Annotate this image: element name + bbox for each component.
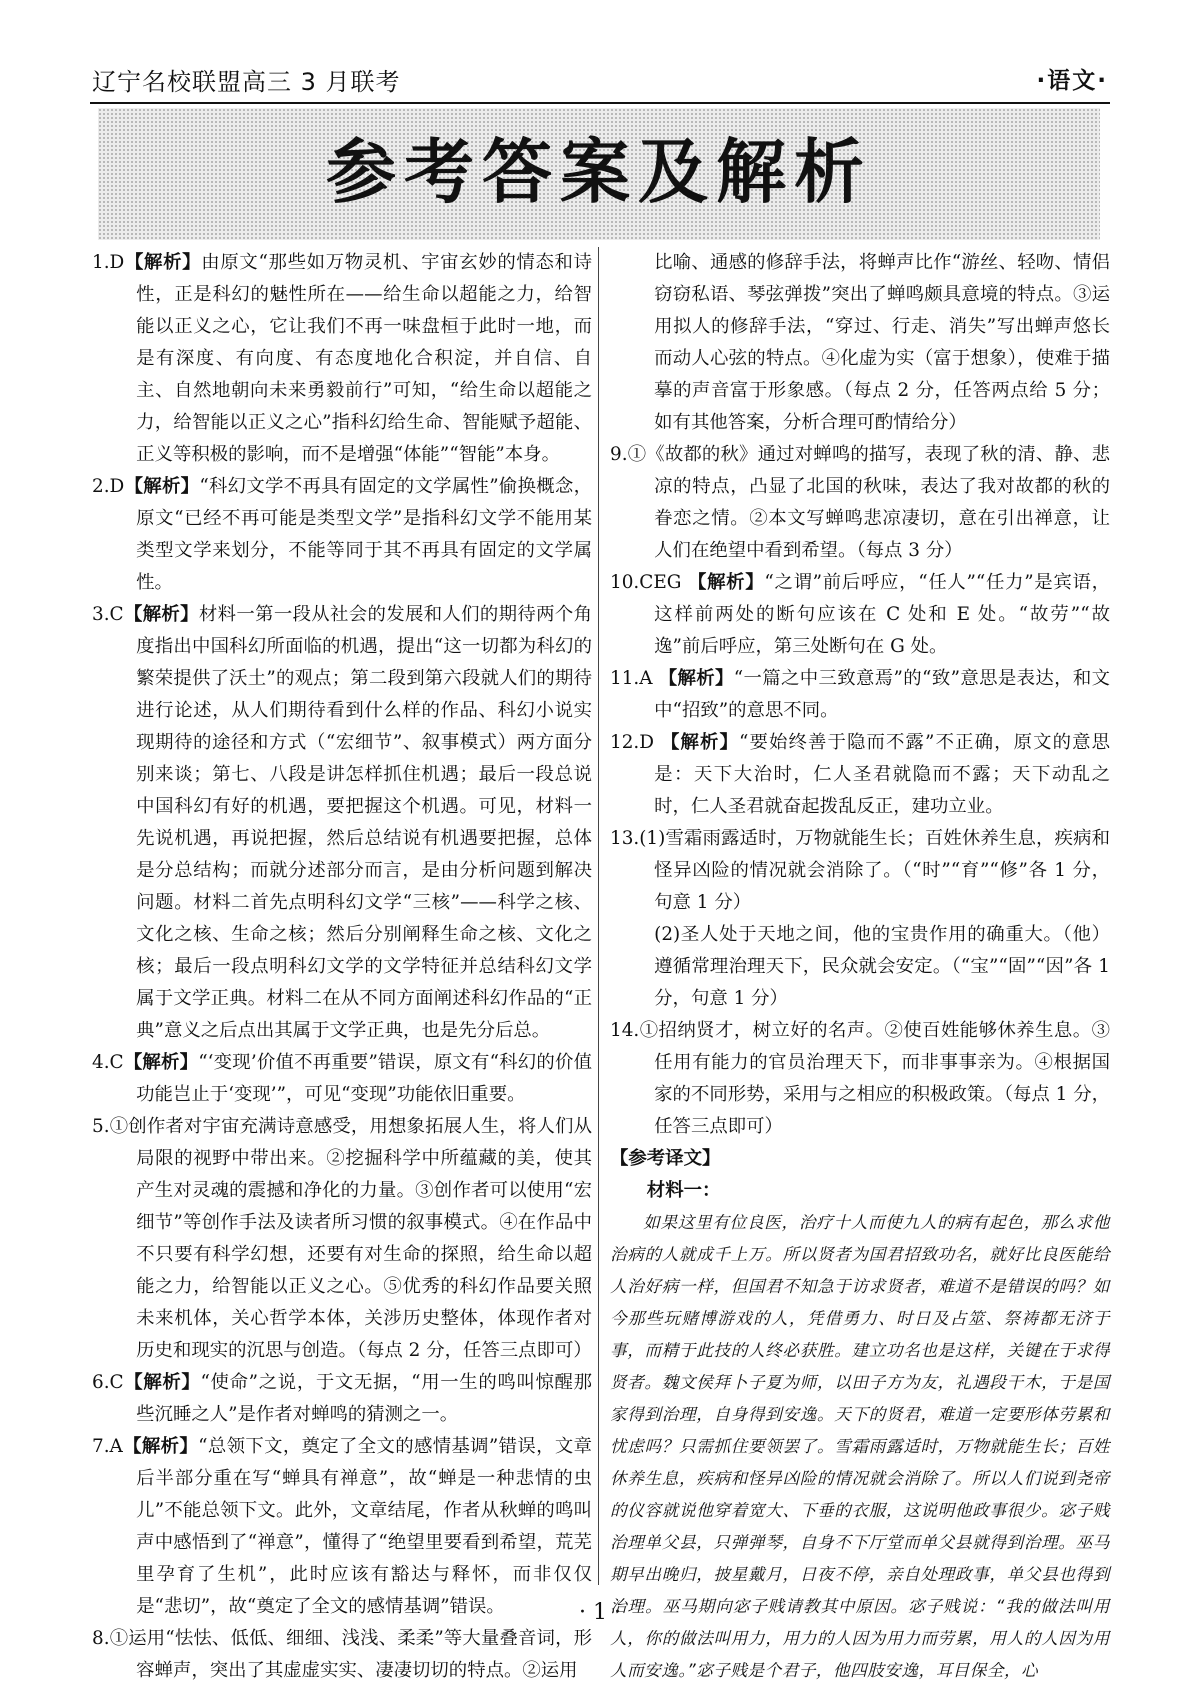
answer-number: 2.D [92,476,125,497]
answer-item [92,1111,592,1367]
answer-item [92,1047,592,1111]
answer-item [92,599,592,1047]
answer-text: “使命”之说，于文无据，“用一生的鸣叫惊醒那些沉睡之人”是作者对蝉鸣的猜测之一。 [136,1372,592,1425]
page-number: · 1 · [579,1600,621,1625]
subject-tag: ·语文· [1036,68,1108,94]
answer-text: 由原文“那些如万物灵机、宇宙玄妙的情态和诗性，正是科幻的魅性所在——给生命以超能之力，给智能以正义之心，它让我们不再一味盘桓于此时一地，而是有深度、有向度、有态度地化合积淀，并自信、自主、自然地朝向未来勇毅前行”可知，“给生命以超能之力，给智能以正义之心”指科幻给生命、智能赋予超能、正义等积极的影响，而不是增强“体能”“智能”本身。 [136,252,592,465]
analysis-tag: 【解析】 [123,1372,201,1393]
answer-text: (2)圣人处于天地之间，他的宝贵作用的确重大。（他）遵循常理治理天下，民众就会安定。（“宝”“固”“因”各 1 分，句意 1 分） [654,924,1110,1009]
answer-item [92,247,592,471]
answer-item [610,663,1110,727]
answer-text: ①创作者对宇宙充满诗意感受，用想象拓展人生，将人们从局限的视野中带出来。②挖掘科学中所蕴藏的美，使其产生对灵魂的震撼和净化的力量。③创作者可以使用“宏细节”等创作手法及读者所习惯的叙事模式。④在作品中不只要有科学幻想，还要有对生命的探照，给生命以超能之力，给智能以正义之心。⑤优秀的科幻作品要关照未来机体，关心哲学本体，关涉历史整体，体现作者对历史和现实的沉思与创造。（每点 2 分，任答三点即可） [109,1116,592,1361]
analysis-tag: 【解析】 [123,1052,199,1073]
answer-number: 6.C [92,1372,124,1393]
answer-number: 9. [610,444,628,465]
analysis-tag: 【解析】 [124,476,200,497]
analysis-tag: 【解析】 [658,668,734,689]
answer-number: 1.D [92,252,125,273]
answer-number: 11.A [610,668,653,689]
answer-item [610,567,1110,663]
title-banner [98,108,1100,240]
answer-text: “科幻文学不再具有固定的文学属性”偷换概念，原文“已经不再可能是类型文学”是指科幻文学不能用某类型文学来划分，不能等同于其不再具有固定的文学属性。 [136,476,592,593]
answer-number: 7.A [92,1436,123,1457]
answer-text: ①运用“怯怯、低低、细细、浅浅、柔柔”等大量叠音词，形容蝉声，突出了其虚虚实实、凄凄切切的特点。②运用 [109,1628,592,1681]
answer-continuation [610,247,1110,439]
answer-item [92,471,592,599]
answer-item [92,1623,592,1687]
answer-sub-part [610,919,1110,1015]
answer-text: 比喻、通感的修辞手法，将蝉声比作“游丝、轻吻、情侣窃窃私语、琴弦弹拨”突出了蝉鸣颇具意境的特点。③运用拟人的修辞手法，“穿过、行走、消失”写出蝉声悠长而动人心弦的特点。④化虚为实（富于想象），使难于描摹的声音富于形象感。（每点 2 分，任答两点给 5 分；如有其他答案，分析合理可酌情给分） [654,252,1110,433]
right-column [610,247,1110,1687]
answer-text: 材料一第一段从社会的发展和人们的期待两个角度指出中国科幻所面临的机遇，提出“这一切都为科幻的繁荣提供了沃土”的观点；第二段到第六段就人们的期待进行论述，从人们期待看到什么样的作品、科幻小说实现期待的途径和方式（“宏细节”、叙事模式）两方面分别来谈；第七、八段是讲怎样抓住机遇；最后一段总说中国科幻有好的机遇，要把握这个机遇。可见，材料一先说机遇，再说把握，然后总结说有机遇要把握，总体是分总结构；而就分述部分而言，是由分析问题到解决问题。材料二首先点明科幻文学“三核”——科学之核、文化之核、生命之核；然后分别阐释生命之核、文化之核；最后一段点明科幻文学的文学特征并总结科幻文学属于文学正典。材料二在从不同方面阐述科幻作品的“正典”意义之后点出其属于文学正典，也是先分后总。 [136,604,592,1041]
answer-number: 12.D [610,732,654,753]
answer-text: “总领下文，奠定了全文的感情基调”错误，文章后半部分重在写“蝉具有禅意”，故“蝉是一种悲情的虫儿”不能总领下文。此外，文章结尾，作者从秋蝉的鸣叫声中感悟到了“禅意”，懂得了“绝望里要看到希望，荒芜里孕育了生机”，此时应该有豁达与释怀，而非仅仅是“悲切”，故“奠定了全文的感情基调”错误。 [136,1436,592,1617]
analysis-tag: 【解析】 [124,252,202,273]
answer-text: “之谓”前后呼应，“任人”“任力”是宾语，这样前两处的断句应该在 C 处和 E 处。“故劳”“故逸”前后呼应，第三处断句在 G 处。 [654,572,1110,657]
answer-number: 4.C [92,1052,124,1073]
page-header [90,62,1110,104]
answer-number: 14. [610,1020,640,1041]
translation-heading: 【参考译文】 [610,1148,721,1169]
answer-text: (1)雪霜雨露适时，万物就能生长；百姓休养生息，疾病和怪异凶险的情况就会消除了。（“时”“育”“修”各 1 分，句意 1 分） [639,828,1110,913]
answer-text: ①《故都的秋》通过对蝉鸣的描写，表现了秋的清、静、悲凉的特点，凸显了北国的秋味，表达了我对故都的秋的眷恋之情。②本文写蝉鸣悲凉凄切，意在引出禅意，让人们在绝望中看到希望。（每点 3 分） [627,444,1110,561]
translation-sub-heading: 材料一： [646,1180,721,1201]
exam-title: 辽宁名校联盟高三 3 月联考 [92,68,401,96]
answer-number: 5. [92,1116,110,1137]
translation-paragraph: 如果这里有位良医，治疗十人而使九人的病有起色，那么求他治病的人就成千上万。所以贤者为国君招致功名，就好比良医能给人治好病一样，但国君不知急于访求贤者，难道不是错误的吗？如今那些玩赌博游戏的人，凭借勇力、时日及占筮、祭祷都无济于事，而精于此技的人终必获胜。建立功名也是这样，关键在于求得贤者。魏文侯拜卜子夏为师，以田子方为友，礼遇段干木，于是国家得到治理，自身得到安逸。天下的贤君，难道一定要形体劳累和忧虑吗？只需抓住要领罢了。雪霜雨露适时，万物就能生长；百姓休养生息，疾病和怪异凶险的情况就会消除了。所以人们说到尧帝的仪容就说他穿着宽大、下垂的衣服，这说明他政事很少。宓子贱治理单父县，只弹弹琴，自身不下厅堂而单父县就得到治理。巫马期早出晚归，披星戴月，日夜不停，亲自处理政事，单父县也得到治理。巫马期向宓子贱请教其中原因。宓子贱说：“我的做法叫用人，你的做法叫用力，用力的人因为用力而劳累，用人的人因为用人而安逸。”宓子贱是个君子，他四肢安逸，耳目保全，心 [610,1213,1110,1680]
analysis-tag: 【解析】 [660,732,739,753]
answer-text: “‘变现’价值不再重要”错误，原文有“科幻的价值功能岂止于‘变现’”，可见“变现”功能依旧重要。 [136,1052,592,1105]
analysis-tag: 【解析】 [123,604,199,625]
analysis-tag: 【解析】 [122,1436,199,1457]
column-divider [598,247,599,1585]
answer-item [92,1367,592,1431]
page-title: 参考答案及解析 [326,131,872,213]
answer-number: 13. [610,828,640,849]
answer-text: ①招纳贤才，树立好的名声。②使百姓能够休养生息。③任用有能力的官员治理天下，而非事事亲为。④根据国家的不同形势，采用与之相应的积极政策。（每点 1 分，任答三点即可） [639,1020,1110,1137]
answer-number: 3.C [92,604,124,625]
answer-item [92,1431,592,1623]
analysis-tag: 【解析】 [688,572,765,593]
answer-item [610,823,1110,919]
answer-item [610,439,1110,567]
left-column [92,247,592,1687]
answer-text: “一篇之中三致意焉”的“致”意思是表达，和文中“招致”的意思不同。 [654,668,1110,721]
answer-number: 8. [92,1628,110,1649]
answer-text: “要始终善于隐而不露”不正确，原文的意思是：天下大治时，仁人圣君就隐而不露；天下动乱之时，仁人圣君就奋起拨乱反正，建功立业。 [654,732,1110,817]
answer-number: 10.CEG [610,572,682,593]
answer-item [610,1015,1110,1143]
answer-item [610,727,1110,823]
